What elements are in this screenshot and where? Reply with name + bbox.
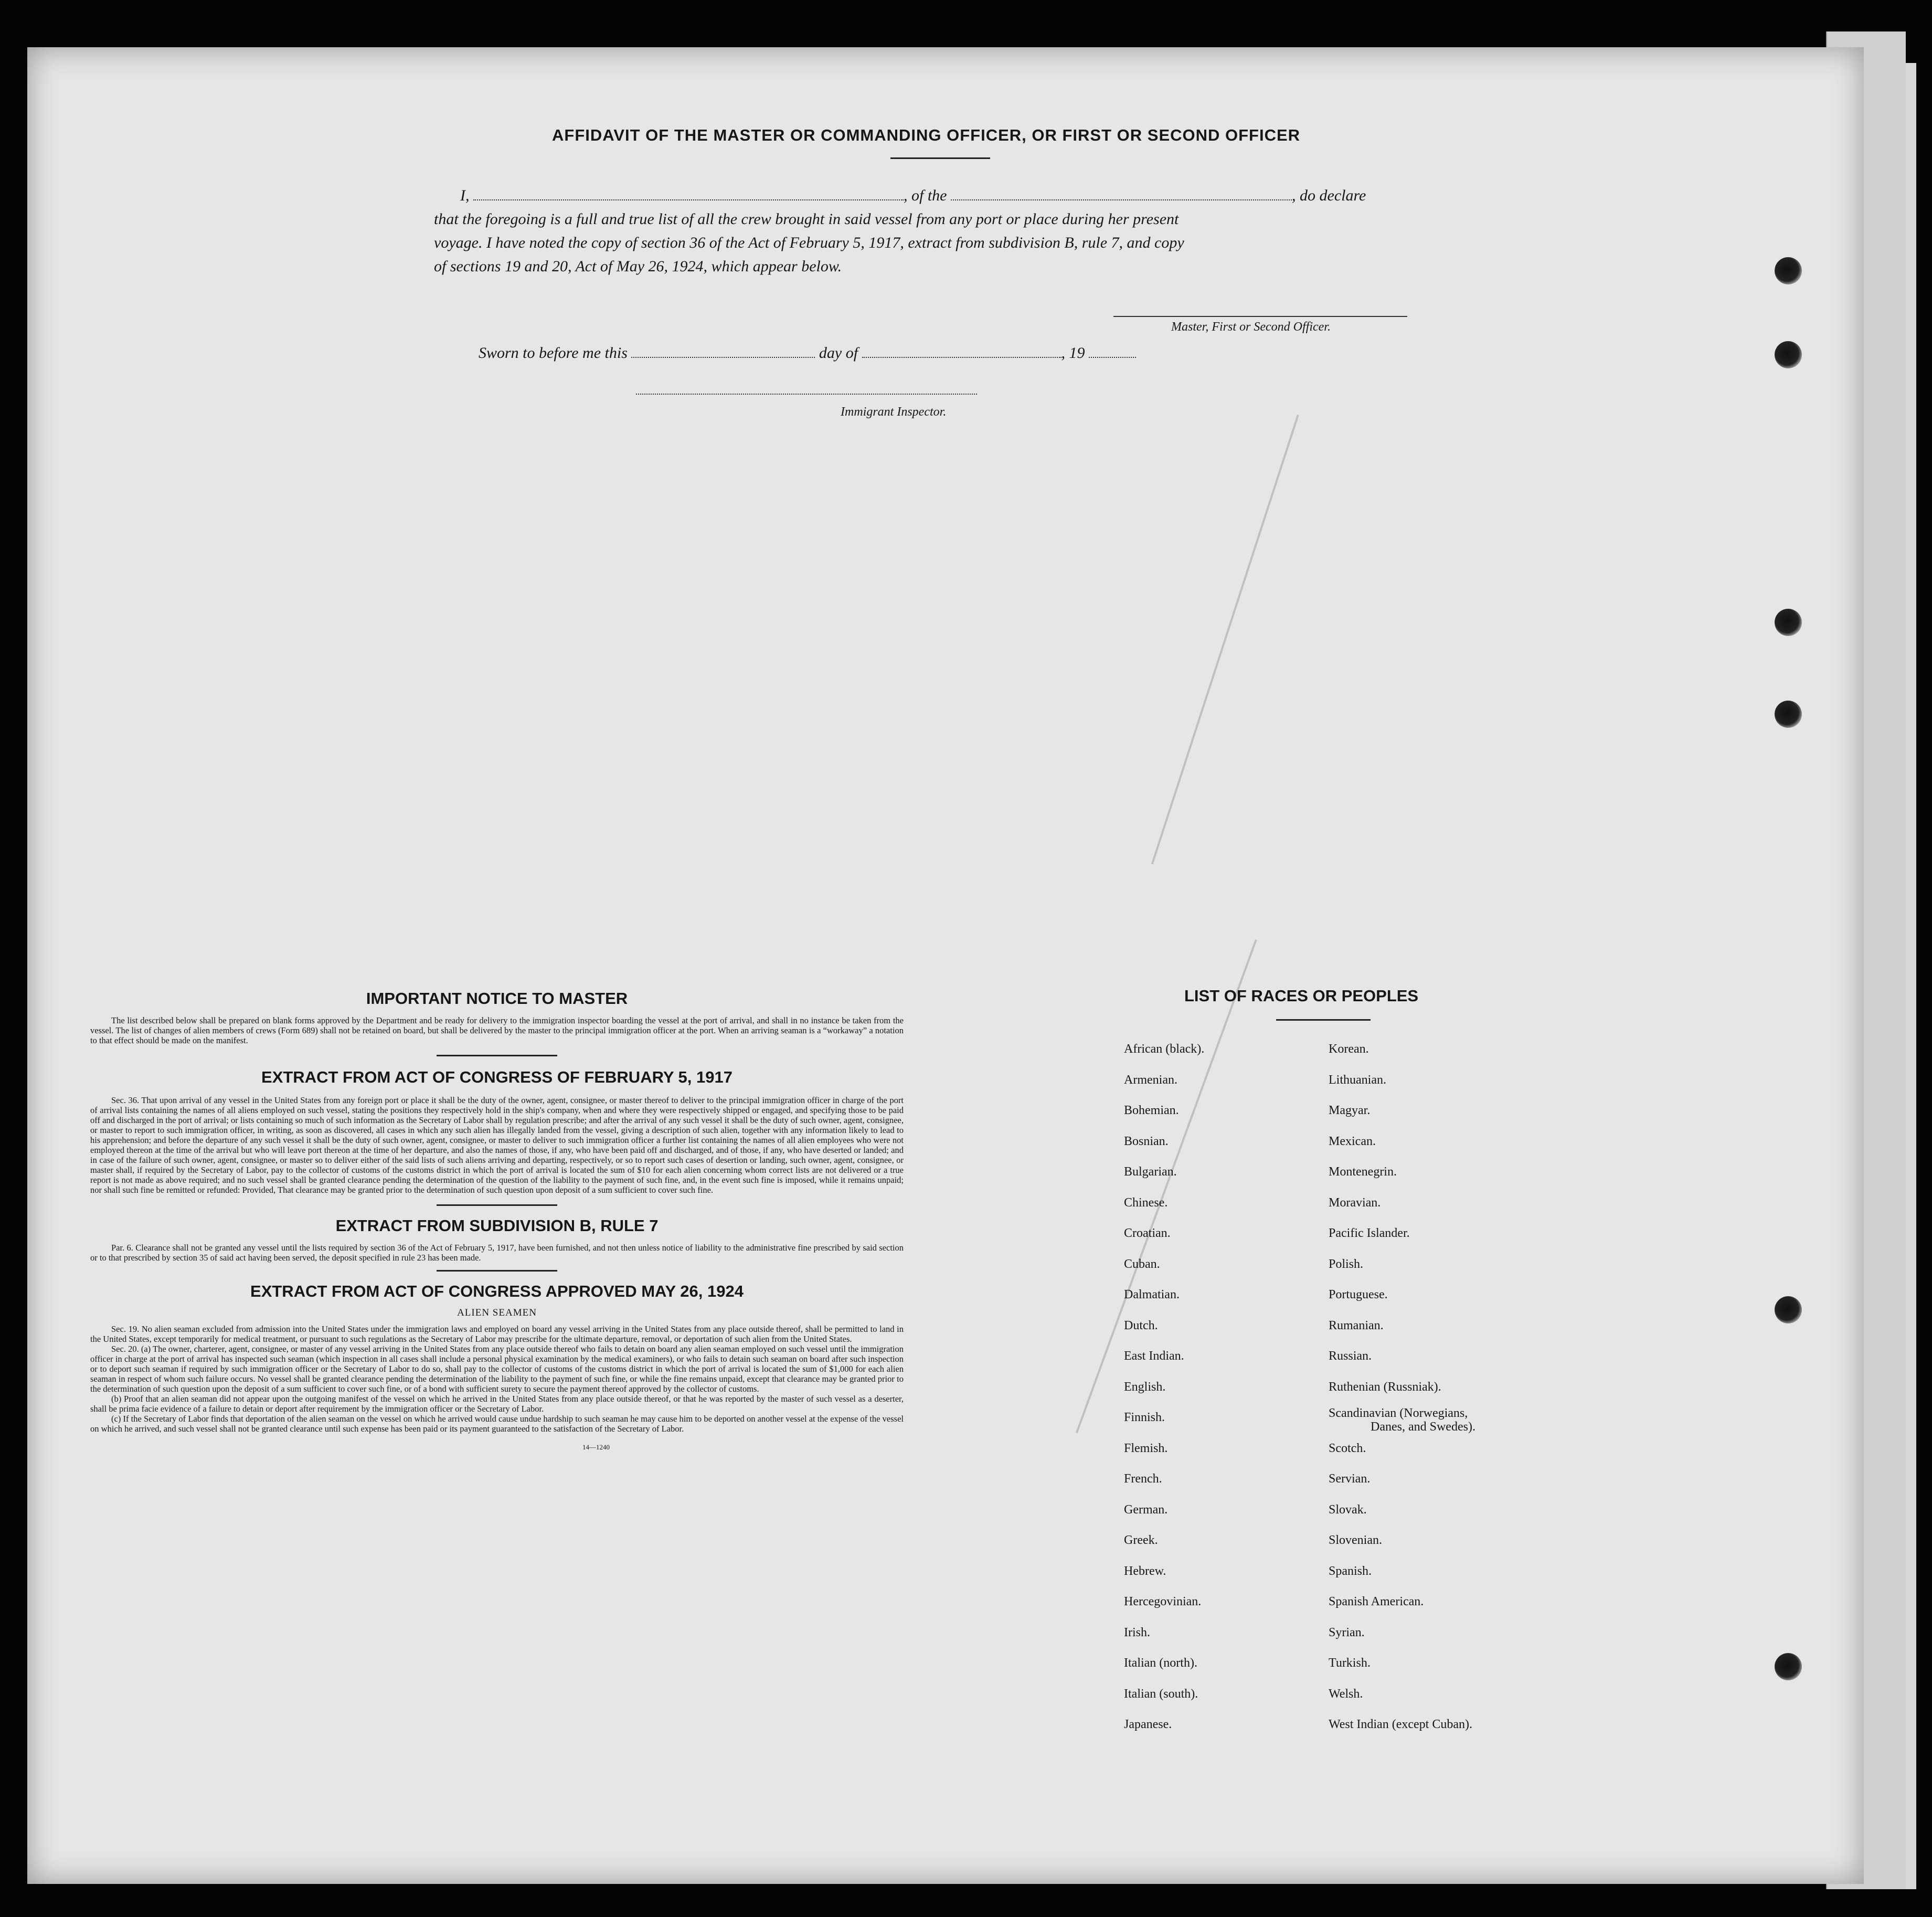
- race-item: African (black).: [1124, 1042, 1205, 1056]
- par6-text: Par. 6. Clearance shall not be granted any vessel until the lists required by section 36 of the Act of February 5, 1917, have been furnished, and not then unless notice of liability to the administrative fine prescribed by said section or to that prescribed by section 35 of said act having been served, the deposit specified in rule 23 has been made.: [90, 1243, 904, 1263]
- affidavit-body: [434, 184, 1473, 278]
- affidavit-i: I,: [460, 187, 470, 204]
- left-column: [90, 989, 904, 1452]
- race-item: Moravian.: [1329, 1195, 1381, 1210]
- subdivision-b-body: [90, 1243, 904, 1263]
- pencil-check-marks: [1151, 415, 1299, 864]
- sec20a-text: Sec. 20. (a) The owner, charterer, agent, consignee, or master of any vessel arriving in the United States from any place outside thereof who fails to detain on board any alien seaman employed on such vessel until the immigration officer in charge at the port of arrival has inspected such seaman (which inspection in all cases shall include a personal physical examination by the medical examiners), or who fails to detain such seaman on board after such inspection or to deport such seaman if required by such immigration officer or the Secretary of Labor to do so, shall pay to the collector of customs of the customs district in which the port of arrival is located the sum of $1,000 for each alien seaman in respect of whom such failure occurs. No vessel shall be granted clearance pending the determination of the liability to the payment of such fine, or while the fine remains unpaid, except that clearance may be granted prior to the determination of such question upon the deposit of a sum sufficient to cover such fine, or of a bond with sufficient surety to secure the payment thereof approved by the collector of customs.: [90, 1344, 904, 1394]
- race-item: Chinese.: [1124, 1195, 1168, 1210]
- extract-1917-body: [90, 1095, 904, 1195]
- affidavit-line4: of sections 19 and 20, Act of May 26, 1924, which appear below.: [434, 258, 842, 275]
- race-item: English.: [1124, 1380, 1166, 1394]
- notice-text: The list described below shall be prepared on blank forms approved by the Department and be ready for delivery to the immigration inspector boarding the vessel at the port of arrival, and shall in no instance be taken from the vessel. The list of changes of alien members of crews (Form 689) shall not be retained on board, but shall be delivered by the master to the principal immigration officer at the port. When an arriving seaman is a “workaway” a notation to that effect should be made on the manifest.: [90, 1015, 904, 1045]
- sworn-prefix: Sworn to before me this: [479, 344, 628, 362]
- title-underline: [890, 157, 990, 159]
- race-item: Portuguese.: [1329, 1288, 1388, 1301]
- divider: [437, 1204, 557, 1206]
- form-number: 14—1240: [582, 1443, 610, 1451]
- sworn-line: [479, 341, 1136, 365]
- affidavit-of-the: , of the: [904, 187, 947, 204]
- sworn-year-blank[interactable]: [1089, 357, 1136, 358]
- races-title: LIST OF RACES OR PEOPLES: [1184, 987, 1419, 1005]
- race-item: Polish.: [1329, 1257, 1364, 1271]
- sworn-day-of: day of: [819, 344, 858, 362]
- binder-hole: [1775, 609, 1802, 636]
- extract-1917-title: EXTRACT FROM ACT OF CONGRESS OF FEBRUARY 5, 1917: [261, 1068, 733, 1086]
- notice-title: IMPORTANT NOTICE TO MASTER: [366, 989, 628, 1008]
- race-item: Italian (north).: [1124, 1656, 1197, 1670]
- race-item: Scandinavian (Norwegians, Danes, and Swedes).: [1329, 1402, 1549, 1433]
- race-item: Hercegovinian.: [1124, 1595, 1202, 1608]
- divider: [437, 1270, 557, 1272]
- race-item: Finnish.: [1124, 1411, 1165, 1424]
- race-item: Slovenian.: [1329, 1533, 1382, 1547]
- sec36-text: Sec. 36. That upon arrival of any vessel in the United States from any foreign port or place it shall be the duty of the owner, agent, consignee, or master thereof to deliver to the principal immigration officer in charge of the port of arrival lists containing the names of all aliens employed on such vessel, stating the positions they respectively hold in the ship's company, when and where they were respectively shipped or engaged, and specifying those to be paid off and discharged in the port of arrival; or lists containing so much of such information as the Secretary of Labor shall by regulation prescribe; and after the arrival of any such vessel it shall be the duty of such owner, agent, consignee, or master to report to such immigration officer, in writing, as soon as discovered, all cases in which any such alien has illegally landed from the vessel, giving a description of such alien, together with any information likely to lead to his apprehension; and before the departure of any such vessel it shall be the duty of such owner, agent, consignee, or master to deliver to such immigration officer a further list containing the names of all alien employees who were not employed thereon at the time of the arrival but who will leave port thereon at the time of her departure, and also the names of those, if any, who have been paid off and discharged, and of those, if any, who have deserted or landed; and in case of the failure of such owner, agent, consignee, or master so to deliver either of the said lists of such aliens arriving and departing, respectively, or so to report such cases of desertion or landing, such owner, agent, consignee, or master shall, if required by the Secretary of Labor, pay to the collector of customs of the customs district in which the port of arrival is located the sum of $10 for each alien concerning whom correct lists are not delivered or a true report is not made as above required; and no such vessel shall be granted clearance pending the determination of the question of the liability to the payment of such fine, and, in the event such fine is imposed, while it remains unpaid; nor shall such fine be remitted or refunded: Provided, That clearance may be granted prior to the determination of such question upon deposit of a sum sufficient to cover such fine.: [90, 1095, 904, 1195]
- master-signature-line[interactable]: [1113, 316, 1407, 317]
- race-item: Italian (south).: [1124, 1687, 1198, 1701]
- name-blank[interactable]: [473, 199, 904, 200]
- sec20c-text: (c) If the Secretary of Labor finds that deportation of the alien seaman on the vessel on which he arrived would cause undue hardship to such seaman he may cause him to be deported on another vessel at the expense of the vessel on which he arrived, and such vessel shall not be granted clearance until such expense has been paid or its payment guaranteed to the satisfaction of the Secretary of Labor.: [90, 1414, 904, 1434]
- race-item: Croatian.: [1124, 1226, 1171, 1240]
- binder-hole: [1775, 701, 1802, 728]
- race-item: Montenegrin.: [1329, 1165, 1397, 1179]
- race-item: Russian.: [1329, 1349, 1372, 1363]
- binder-hole: [1775, 341, 1802, 368]
- sec20b-text: (b) Proof that an alien seaman did not appear upon the outgoing manifest of the vessel on which he arrived in the United States from any place outside thereof, or that he was reported by the master of such vessel as a deserter, shall be prima facie evidence of a failure to detain or deport after requirement by the immigration officer or the Secretary of Labor.: [90, 1394, 904, 1414]
- races-right-column: [1329, 1034, 1549, 1740]
- sec19-text: Sec. 19. No alien seaman excluded from admission into the United States under the immigration laws and employed on board any vessel arriving in the United States from any place outside thereof, shall be permitted to land in the United States, except temporarily for medical treatment, or pursuant to such regulations as the Secretary of Labor may prescribe for the ultimate departure, removal, or deportation of such alien from the United States.: [90, 1324, 904, 1344]
- race-item: Korean.: [1329, 1042, 1369, 1056]
- race-item: Lithuanian.: [1329, 1073, 1386, 1087]
- race-item: Armenian.: [1124, 1073, 1177, 1087]
- alien-seamen-subtitle: ALIEN SEAMEN: [457, 1307, 537, 1318]
- race-item: German.: [1124, 1502, 1168, 1517]
- divider: [437, 1055, 557, 1056]
- race-item: Dutch.: [1124, 1318, 1158, 1332]
- race-item: East Indian.: [1124, 1349, 1184, 1363]
- races-left-column: [1124, 1034, 1323, 1740]
- race-item: Spanish.: [1329, 1564, 1372, 1578]
- race-item: Slovak.: [1329, 1502, 1367, 1517]
- race-item: Spanish American.: [1329, 1595, 1424, 1608]
- race-item: Bohemian.: [1124, 1104, 1179, 1117]
- sworn-day-blank[interactable]: [631, 357, 815, 358]
- binder-hole: [1775, 1653, 1802, 1680]
- race-item: West Indian (except Cuban).: [1329, 1718, 1472, 1731]
- affidavit-line2: that the foregoing is a full and true list of all the crew brought in said vessel from any port or place during her present: [434, 210, 1179, 228]
- race-item: Ruthenian (Russniak).: [1329, 1380, 1441, 1394]
- race-item: Magyar.: [1329, 1104, 1371, 1117]
- race-item: Bulgarian.: [1124, 1165, 1177, 1179]
- race-item: Pacific Islander.: [1329, 1226, 1410, 1240]
- race-item: Turkish.: [1329, 1656, 1371, 1670]
- race-item: Irish.: [1124, 1625, 1150, 1639]
- sworn-month-blank[interactable]: [862, 357, 1061, 358]
- race-item: Scotch.: [1329, 1441, 1366, 1455]
- inspector-label: Immigrant Inspector.: [841, 405, 947, 419]
- race-item: French.: [1124, 1472, 1162, 1486]
- subdivision-b-title: EXTRACT FROM SUBDIVISION B, RULE 7: [335, 1216, 659, 1235]
- notice-body: [90, 1015, 904, 1045]
- extract-1924-title: EXTRACT FROM ACT OF CONGRESS APPROVED MAY 26, 1924: [250, 1282, 744, 1300]
- affidavit-title: AFFIDAVIT OF THE MASTER OR COMMANDING OFFICER, OR FIRST OR SECOND OFFICER: [552, 126, 1301, 144]
- race-item: Mexican.: [1329, 1134, 1376, 1148]
- affidavit-line3: voyage. I have noted the copy of section 36 of the Act of February 5, 1917, extract from subdivision B, rule 7, and copy: [434, 234, 1184, 251]
- document-page: [27, 47, 1864, 1884]
- race-item: Bosnian.: [1124, 1134, 1169, 1148]
- race-item: Hebrew.: [1124, 1564, 1166, 1578]
- race-item: Flemish.: [1124, 1441, 1168, 1455]
- race-item: Japanese.: [1124, 1718, 1172, 1731]
- affidavit-declare: , do declare: [1292, 187, 1366, 204]
- sworn-year: , 19: [1061, 344, 1085, 362]
- race-item: Dalmatian.: [1124, 1288, 1180, 1301]
- race-item: Welsh.: [1329, 1687, 1363, 1701]
- binder-hole: [1775, 1296, 1802, 1323]
- race-item: Greek.: [1124, 1533, 1158, 1547]
- race-item: Cuban.: [1124, 1257, 1160, 1271]
- race-item: Syrian.: [1329, 1625, 1365, 1639]
- race-item: Rumanian.: [1329, 1318, 1384, 1332]
- race-item-continuation: Danes, and Swedes).: [1371, 1420, 1475, 1434]
- races-title-underline: [1276, 1019, 1371, 1021]
- vessel-blank[interactable]: [951, 199, 1292, 200]
- extract-1924-body: [90, 1324, 904, 1434]
- inspector-signature-line[interactable]: [636, 394, 977, 395]
- binder-hole: [1775, 257, 1802, 284]
- race-item: Servian.: [1329, 1472, 1371, 1486]
- master-signature-label: Master, First or Second Officer.: [1171, 320, 1331, 334]
